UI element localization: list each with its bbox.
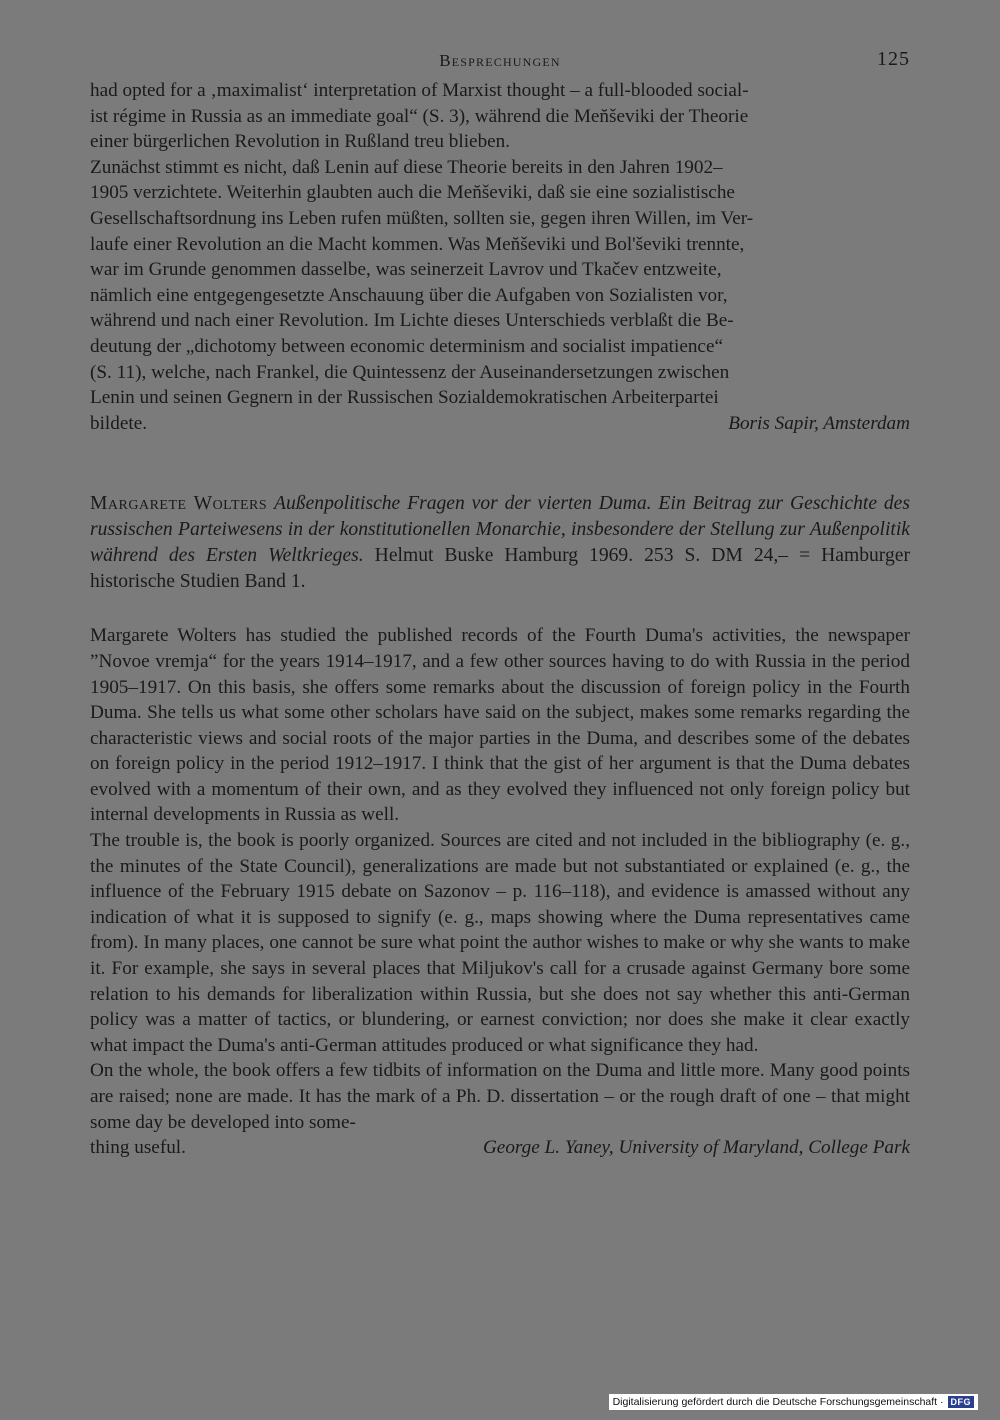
text-line: deutung der „dichotomy between economic determinism and socialist impatience“: [90, 335, 723, 357]
page: [90, 48, 910, 1161]
text-line: Zunächst stimmt es nicht, daß Lenin auf diese Theorie bereits in den Jahren 1902–: [90, 156, 723, 178]
text-line: war im Grunde genommen dasselbe, was seinerzeit Lavrov und Tkačev entzweite,: [90, 259, 722, 281]
reviewer-signature: George L. Yaney, University of Maryland, College Park: [482, 1137, 910, 1159]
bibliographic-entry: [90, 491, 910, 595]
review-sapir-continuation: [90, 78, 910, 155]
signature-line: [90, 1135, 910, 1161]
book-publication: Helmut Buske Hamburg 1969. 253 S. DM 24,– = Hamburger historische Studien Band 1.: [90, 545, 910, 593]
text-line: (S. 11), welche, nach Frankel, die Quintessenz der Auseinandersetzungen zwischen: [90, 361, 730, 383]
text-line: 1905 verzichtete. Weiterhin glaubten auch die Men̆ševiki, daß sie eine sozialistische: [90, 182, 735, 204]
review-paragraph: Margarete Wolters has studied the published records of the Fourth Duma's activities, the newspaper ”Novoe vremja“ for the years 1914–1917, and a few other sources having to do with Russia in the period 1905–1917. On this basis, she offers some remarks about the discussion of foreign policy in the Fourth Duma. She tells us what some other scholars have said on the subject, makes some remarks regarding the characteristic views and social roots of the major parties in the Duma, and describes some of the debates on foreign policy in the period 1912–1917. I think that the gist of her argument is that the Duma debates evolved with a momentum of their own, and as they evolved they influenced not only foreign policy but internal developments in Russia as well.: [90, 625, 910, 826]
credit-text: Digitalisierung gefördert durch die Deutsche Forschungsgemeinschaft ·: [612, 1396, 944, 1408]
running-head: [90, 48, 910, 78]
review-sapir-paragraph: [90, 155, 910, 437]
text-line: einer bürgerlichen Revolution in Rußland treu blieben.: [90, 131, 511, 153]
book-title: Außenpolitische Fragen vor der vierten Duma. Ein Beitrag zur Geschichte des russischen Parteiwesens in der konstitutionellen Monarchie, insbesondere der Stellung zur Außenpolitik während des Ersten Weltkrieges.: [90, 493, 910, 567]
text-line: während und nach einer Revolution. Im Lichte dieses Unterschieds verblaßt die Be-: [90, 310, 734, 332]
book-author: Margarete Wolters: [90, 493, 268, 515]
review-paragraph: The trouble is, the book is poorly organized. Sources are cited and not included in the bibliography (e. g., the minutes of the State Council), generalizations are made but not substantiated or explained (e. g., the influence of the February 1915 debate on Sazonov – p. 116–118), and evidence is amassed without any indication of what it is supposed to signify (e. g., maps showing where the Duma representatives came from). In many places, one cannot be sure what point the author wishes to make or why she wants to make it. For example, she says in several places that Miljukov's call for a crusade against Germany bore some relation to his demands for liberalization within Russia, but she does not say whether this anti-German policy was a matter of tactics, or blundering, or earnest conviction; nor does she make it clear exactly what impact the Duma's anti-German attitudes produced or what significance they had.: [90, 830, 910, 1056]
text-line: nämlich eine entgegengesetzte Anschauung über die Aufgaben von Sozialisten vor,: [90, 284, 728, 306]
page-number: 125: [877, 48, 910, 70]
text-line: ist régime in Russia as an immediate goal“ (S. 3), während die Men̆ševiki der Theorie: [90, 105, 749, 127]
dfg-logo: DFG: [948, 1396, 975, 1408]
reviewer-signature: Boris Sapir, Amsterdam: [728, 412, 910, 434]
text-line: thing useful.: [90, 1137, 186, 1159]
review-sapir: [90, 78, 910, 436]
text-line: had opted for a ‚maximalist‘ interpretation of Marxist thought – a full-blooded social-: [90, 80, 749, 101]
review-yaney: [90, 623, 910, 1160]
section-title: Besprechungen: [439, 51, 561, 70]
signature-line: [90, 411, 910, 437]
text-line: Gesellschaftsordnung ins Leben rufen müßten, sollten sie, gegen ihren Willen, im Ver-: [90, 207, 754, 229]
text-line: Lenin und seinen Gegnern in der Russischen Sozialdemokratischen Arbeiterpartei: [90, 387, 719, 409]
text-line: laufe einer Revolution an die Macht kommen. Was Men̆ševiki und Bol'ševiki trennte,: [90, 233, 745, 255]
text-line: bildete.: [90, 412, 148, 434]
review-paragraph: On the whole, the book offers a few tidbits of information on the Duma and little more. Many good points are raised; none are made. It has the mark of a Ph. D. dissertation – or the rough draft of one – that might some day be developed into some-: [90, 1060, 910, 1133]
digitization-credit: [609, 1394, 978, 1410]
